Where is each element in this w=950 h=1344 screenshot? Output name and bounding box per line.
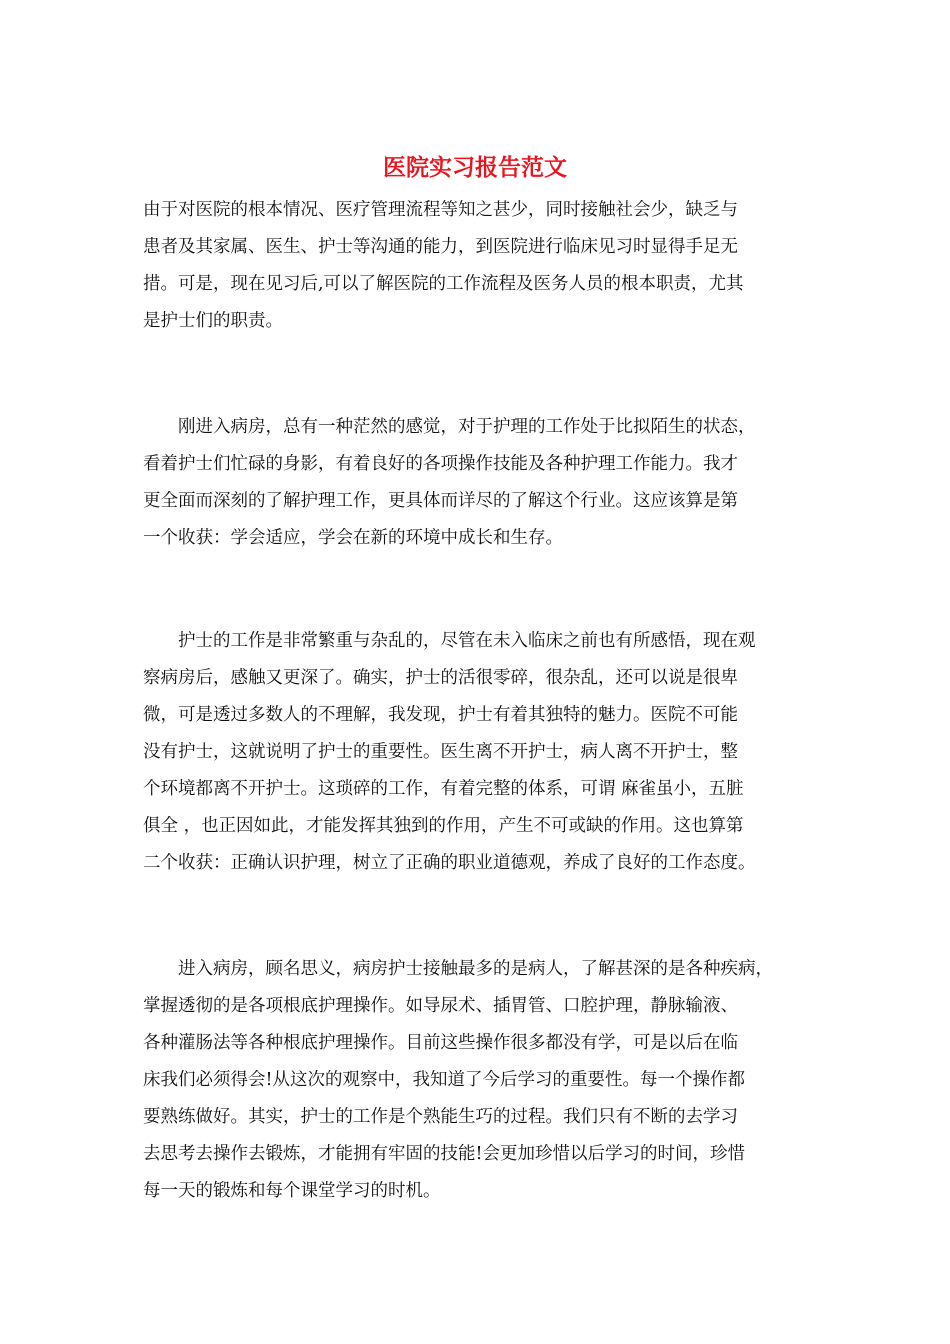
paragraph-line: 一个收获：学会适应，学会在新的环境中成长和生存。 bbox=[143, 528, 563, 548]
paragraph-line: 去思考去操作去锻炼，才能拥有牢固的技能!会更加珍惜以后学习的时间，珍惜 bbox=[143, 1144, 746, 1164]
paragraph-line: 要熟练做好。其实，护士的工作是个熟能生巧的过程。我们只有不断的去学习 bbox=[143, 1107, 738, 1127]
paragraph-line: 护士的工作是非常繁重与杂乱的，尽管在未入临床之前也有所感悟，现在观 bbox=[143, 631, 756, 651]
paragraph-3 bbox=[143, 623, 823, 882]
document-title: 医院实习报告范文 bbox=[383, 155, 567, 181]
paragraph-line: 微，可是透过多数人的不理解，我发现，护士有着其独特的魅力。医院不可能 bbox=[143, 705, 738, 725]
paragraph-line: 患者及其家属、医生、护士等沟通的能力，到医院进行临床见习时显得手足无 bbox=[143, 237, 738, 257]
paragraph-line: 察病房后，感触又更深了。确实，护士的活很零碎，很杂乱，还可以说是很卑 bbox=[143, 668, 738, 688]
paragraph-line: 看着护士们忙碌的身影，有着良好的各项操作技能及各种护理工作能力。我才 bbox=[143, 454, 738, 474]
paragraph-1 bbox=[143, 192, 823, 340]
paragraph-line: 是护士们的职责。 bbox=[143, 311, 283, 331]
paragraph-line: 每一天的锻炼和每个课堂学习的时机。 bbox=[143, 1181, 441, 1201]
paragraph-line: 措。可是，现在见习后,可以了解医院的工作流程及医务人员的根本职责，尤其 bbox=[143, 274, 744, 294]
paragraph-line: 掌握透彻的是各项根底护理操作。如导尿术、插胃管、口腔护理，静脉输液、 bbox=[143, 996, 738, 1016]
paragraph-line: 各种灌肠法等各种根底护理操作。目前这些操作很多都没有学，可是以后在临 bbox=[143, 1033, 738, 1053]
paragraph-line: 进入病房，顾名思义，病房护士接触最多的是病人，了解甚深的是各种疾病， bbox=[143, 959, 773, 979]
paragraph-line: 床我们必须得会!从这次的观察中，我知道了今后学习的重要性。每一个操作都 bbox=[143, 1070, 746, 1090]
paragraph-line: 没有护士，这就说明了护士的重要性。医生离不开护士，病人离不开护士，整 bbox=[143, 742, 738, 762]
paragraph-4 bbox=[143, 951, 823, 1210]
paragraph-line: 由于对医院的根本情况、医疗管理流程等知之甚少，同时接触社会少，缺乏与 bbox=[143, 200, 738, 220]
paragraph-line: 俱全 ，也正因如此，才能发挥其独到的作用，产生不可或缺的作用。这也算第 bbox=[143, 816, 744, 836]
paragraph-2 bbox=[143, 409, 823, 557]
paragraph-line: 更全面而深刻的了解护理工作，更具体而详尽的了解这个行业。这应该算是第 bbox=[143, 491, 738, 511]
paragraph-line: 二个收获：正确认识护理，树立了正确的职业道德观，养成了良好的工作态度。 bbox=[143, 853, 756, 873]
paragraph-line: 刚进入病房，总有一种茫然的感觉，对于护理的工作处于比拟陌生的状态， bbox=[143, 417, 756, 437]
paragraph-line: 个环境都离不开护士。这琐碎的工作，有着完整的体系，可谓 麻雀虽小，五脏 bbox=[143, 779, 744, 799]
